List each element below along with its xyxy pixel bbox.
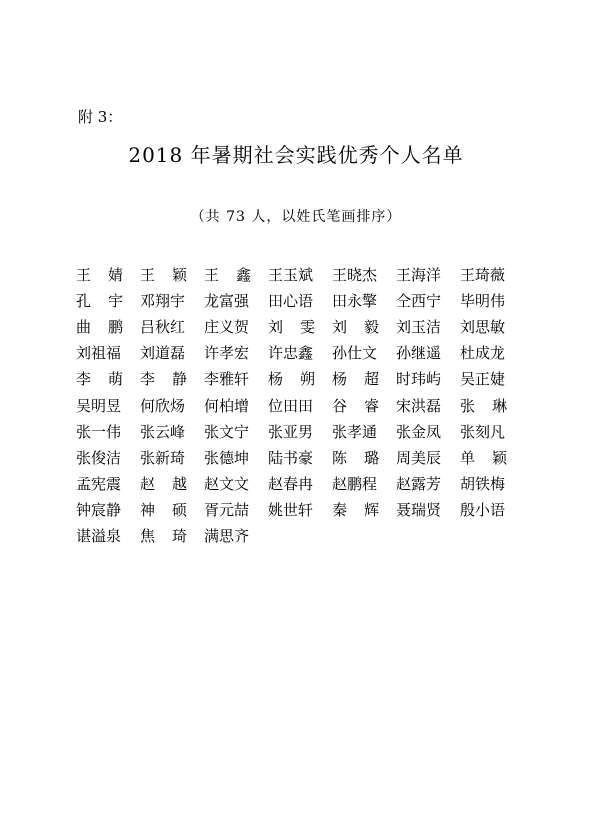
name-item: 李 静 bbox=[140, 370, 187, 389]
name-item: 李雅轩 bbox=[204, 370, 250, 389]
name-item: 张刻凡 bbox=[460, 422, 506, 441]
name-item: 钟宸静 bbox=[76, 500, 122, 519]
name-item: 王晓杰 bbox=[332, 266, 378, 285]
name-item: 杨 超 bbox=[332, 370, 379, 389]
name-item: 张新琦 bbox=[140, 448, 186, 467]
name-item: 庄义贺 bbox=[204, 318, 250, 337]
name-item: 赵文文 bbox=[204, 474, 250, 493]
name-item: 田永擎 bbox=[332, 292, 378, 311]
document-subtitle: （共 73 人，以姓氏笔画排序） bbox=[190, 209, 402, 225]
name-item: 赵春冉 bbox=[268, 474, 314, 493]
name-item: 赵露芳 bbox=[396, 474, 442, 493]
name-item: 宋洪磊 bbox=[396, 396, 442, 415]
name-item: 张一伟 bbox=[76, 422, 122, 441]
name-item: 吕秋红 bbox=[140, 318, 186, 337]
name-item: 吴明昱 bbox=[76, 396, 122, 415]
name-item: 田心语 bbox=[268, 292, 314, 311]
name-item: 张孝通 bbox=[332, 422, 378, 441]
name-item: 李 萌 bbox=[76, 370, 123, 389]
name-item: 殷小语 bbox=[460, 500, 506, 519]
name-item: 位田田 bbox=[268, 396, 314, 415]
name-item: 赵鹏程 bbox=[332, 474, 378, 493]
name-item: 杜成龙 bbox=[460, 344, 506, 363]
name-item: 胥元喆 bbox=[204, 500, 250, 519]
name-item: 满思齐 bbox=[204, 526, 250, 545]
name-item: 仝西宁 bbox=[396, 292, 442, 311]
name-item: 周美辰 bbox=[396, 448, 442, 467]
name-item: 姚世轩 bbox=[268, 500, 314, 519]
name-item: 王海洋 bbox=[396, 266, 442, 285]
name-item: 张德坤 bbox=[204, 448, 250, 467]
annex-label: 附 3： bbox=[78, 108, 123, 126]
name-item: 单 颖 bbox=[460, 448, 507, 467]
name-item: 孙仕文 bbox=[332, 344, 378, 363]
name-item: 吴正婕 bbox=[460, 370, 506, 389]
name-item: 刘思敏 bbox=[460, 318, 506, 337]
name-item: 张文宁 bbox=[204, 422, 250, 441]
name-item: 王 婧 bbox=[76, 266, 123, 285]
name-item: 胡铁梅 bbox=[460, 474, 506, 493]
name-item: 孙继遥 bbox=[396, 344, 442, 363]
name-item: 时玮屿 bbox=[396, 370, 442, 389]
name-item: 聂瑞贤 bbox=[396, 500, 442, 519]
name-item: 刘 雯 bbox=[268, 318, 315, 337]
name-item: 何柏增 bbox=[204, 396, 250, 415]
name-item: 谌溢泉 bbox=[76, 526, 122, 545]
name-item: 孔 宇 bbox=[76, 292, 123, 311]
name-item: 张亚男 bbox=[268, 422, 314, 441]
name-item: 王玉斌 bbox=[268, 266, 314, 285]
name-item: 赵 越 bbox=[140, 474, 187, 493]
name-item: 张云峰 bbox=[140, 422, 186, 441]
name-item: 王琦薇 bbox=[460, 266, 506, 285]
document-title: 2018 年暑期社会实践优秀个人名单 bbox=[128, 143, 464, 167]
name-item: 王 鑫 bbox=[204, 266, 251, 285]
name-item: 许孝宏 bbox=[204, 344, 250, 363]
name-item: 杨 朔 bbox=[268, 370, 315, 389]
name-item: 许忠鑫 bbox=[268, 344, 314, 363]
name-item: 谷 睿 bbox=[332, 396, 379, 415]
name-item: 张俊洁 bbox=[76, 448, 122, 467]
name-item: 张 琳 bbox=[460, 396, 507, 415]
name-item: 孟宪震 bbox=[76, 474, 122, 493]
name-item: 何欣炀 bbox=[140, 396, 186, 415]
name-item: 秦 辉 bbox=[332, 500, 379, 519]
name-item: 陈 璐 bbox=[332, 448, 379, 467]
name-item: 陆书豪 bbox=[268, 448, 314, 467]
name-item: 龙富强 bbox=[204, 292, 250, 311]
name-item: 刘道磊 bbox=[140, 344, 186, 363]
name-item: 张金凤 bbox=[396, 422, 442, 441]
name-item: 王 颖 bbox=[140, 266, 187, 285]
name-item: 邓翔宇 bbox=[140, 292, 186, 311]
name-item: 刘祖福 bbox=[76, 344, 122, 363]
name-item: 刘玉洁 bbox=[396, 318, 442, 337]
name-item: 神 硕 bbox=[140, 500, 187, 519]
name-item: 毕明伟 bbox=[460, 292, 506, 311]
name-item: 焦 琦 bbox=[140, 526, 187, 545]
name-item: 刘 毅 bbox=[332, 318, 379, 337]
name-item: 曲 鹏 bbox=[76, 318, 123, 337]
name-list bbox=[76, 262, 528, 549]
